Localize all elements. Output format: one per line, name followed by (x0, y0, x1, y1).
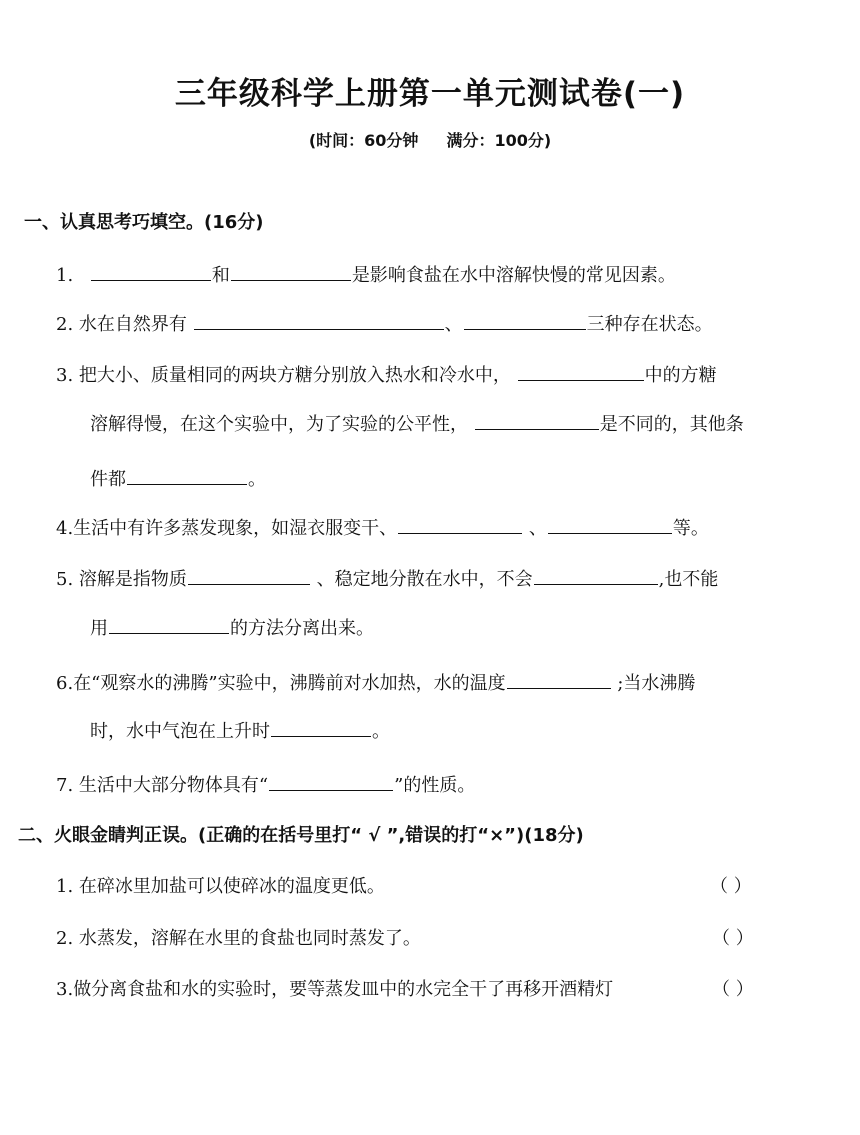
section-2-heading: 二、火眼金睛判正误。(正确的在括号里打“ √ ”,错误的打“×”)(18分) (18, 825, 584, 846)
answer-blank[interactable] (194, 311, 444, 330)
question-number: 1. (56, 265, 74, 286)
answer-blank[interactable] (518, 362, 644, 381)
answer-blank[interactable] (127, 466, 247, 485)
question-number: 2. (56, 314, 74, 335)
answer-blank[interactable] (91, 262, 211, 281)
exam-time: (时间：60分钟 (308, 131, 419, 150)
question-1: 1. 和 是影响食盐在水中溶解快慢的常见因素。 (56, 261, 676, 287)
answer-parentheses[interactable]: （ ） (710, 876, 752, 897)
answer-blank[interactable] (475, 411, 599, 430)
answer-blank[interactable] (534, 566, 658, 585)
question-number: 3. (56, 365, 74, 386)
judge-item: 3.做分离食盐和水的实验时，要等蒸发皿中的水完全干了再移开酒精灯 (56, 979, 614, 1000)
question-3: 3. 把大小、质量相同的两块方糖分别放入热水和冷水中， 中的方糖 (56, 361, 717, 387)
answer-blank[interactable] (188, 566, 310, 585)
answer-blank[interactable] (507, 670, 611, 689)
answer-blank[interactable] (398, 515, 522, 534)
question-6: 6.在“观察水的沸腾”实验中，沸腾前对水加热，水的温度 ;当水沸腾 (56, 669, 695, 695)
question-7: 7. 生活中大部分物体具有“ ”的性质。 (56, 771, 475, 797)
question-number: 7. (56, 775, 74, 796)
question-number: 5. (56, 569, 74, 590)
answer-blank[interactable] (269, 772, 393, 791)
answer-blank[interactable] (271, 718, 371, 737)
question-number: 1. (56, 876, 74, 897)
answer-blank[interactable] (109, 615, 229, 634)
page-title: 三年级科学上册第一单元测试卷(一) (174, 76, 686, 112)
answer-blank[interactable] (464, 311, 586, 330)
question-number: 3. (56, 979, 74, 1000)
exam-score: 满分：100分) (446, 131, 552, 150)
answer-parentheses[interactable]: （ ） (712, 928, 754, 949)
answer-blank[interactable] (231, 262, 351, 281)
answer-parentheses[interactable]: （ ） (712, 979, 754, 1000)
question-number: 2. (56, 928, 74, 949)
question-5-line-2: 用 的方法分离出来。 (90, 614, 374, 640)
exam-info (0, 128, 860, 151)
judge-item: 1. 在碎冰里加盐可以使碎冰的温度更低。 (56, 876, 385, 897)
question-3-line-2: 溶解得慢，在这个实验中，为了实验的公平性， 是不同的，其他条 (90, 410, 744, 436)
answer-blank[interactable] (548, 515, 672, 534)
judge-item: 2. 水蒸发，溶解在水里的食盐也同时蒸发了。 (56, 928, 421, 949)
question-5: 5. 溶解是指物质 、稳定地分散在水中，不会 ,也不能 (56, 565, 718, 591)
question-number: 6. (56, 673, 74, 694)
question-6-line-2: 时，水中气泡在上升时 。 (90, 717, 390, 743)
question-4: 4.生活中有许多蒸发现象，如湿衣服变干、 、 等。 (56, 514, 709, 540)
question-3-line-3: 件都 。 (90, 465, 266, 491)
section-1-heading: 一、认真思考巧填空。(16分) (24, 212, 264, 233)
question-2: 2. 水在自然界有 、 三种存在状态。 (56, 310, 713, 336)
question-number: 4. (56, 518, 74, 539)
